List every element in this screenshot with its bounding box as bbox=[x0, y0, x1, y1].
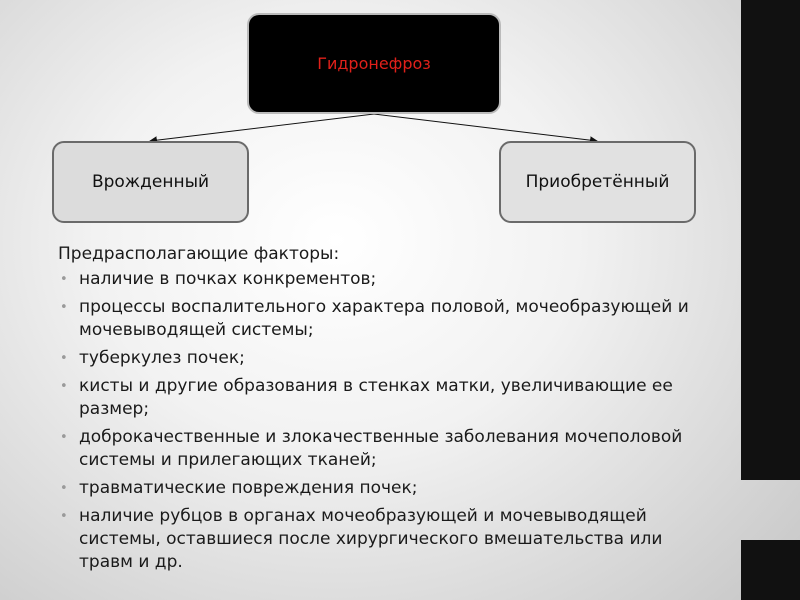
factor-item: • доброкачественные и злокачественные заболевания мочеполовой системы и прилегающих тканей; bbox=[58, 426, 718, 472]
factor-item: • наличие рубцов в органах мочеобразующей и мочевыводящей системы, оставшиеся после хирургического вмешательства или травм и др. bbox=[58, 505, 718, 574]
factor-item: • травматические повреждения почек; bbox=[58, 477, 718, 500]
connector-right bbox=[374, 114, 597, 141]
child-node-acquired bbox=[499, 141, 696, 223]
connector-left bbox=[150, 114, 374, 141]
factor-item: • туберкулез почек; bbox=[58, 347, 718, 370]
child-node-congenital-label: Врожденный bbox=[91, 172, 210, 192]
factor-list bbox=[58, 268, 718, 574]
root-node-label: Гидронефроз bbox=[317, 54, 431, 73]
root-node bbox=[247, 13, 501, 114]
child-node-acquired-label: Приобретённый bbox=[525, 172, 670, 192]
factor-item: • процессы воспалительного характера половой, мочеобразующей и мочевыводящей системы; bbox=[58, 296, 718, 342]
factors-heading: Предрасполагающие факторы: bbox=[58, 244, 340, 264]
factor-item: • кисты и другие образования в стенках матки, увеличивающие ее размер; bbox=[58, 375, 718, 421]
child-node-congenital bbox=[52, 141, 249, 223]
factors-section bbox=[58, 243, 718, 579]
factor-item: • наличие в почках конкрементов; bbox=[58, 268, 718, 291]
